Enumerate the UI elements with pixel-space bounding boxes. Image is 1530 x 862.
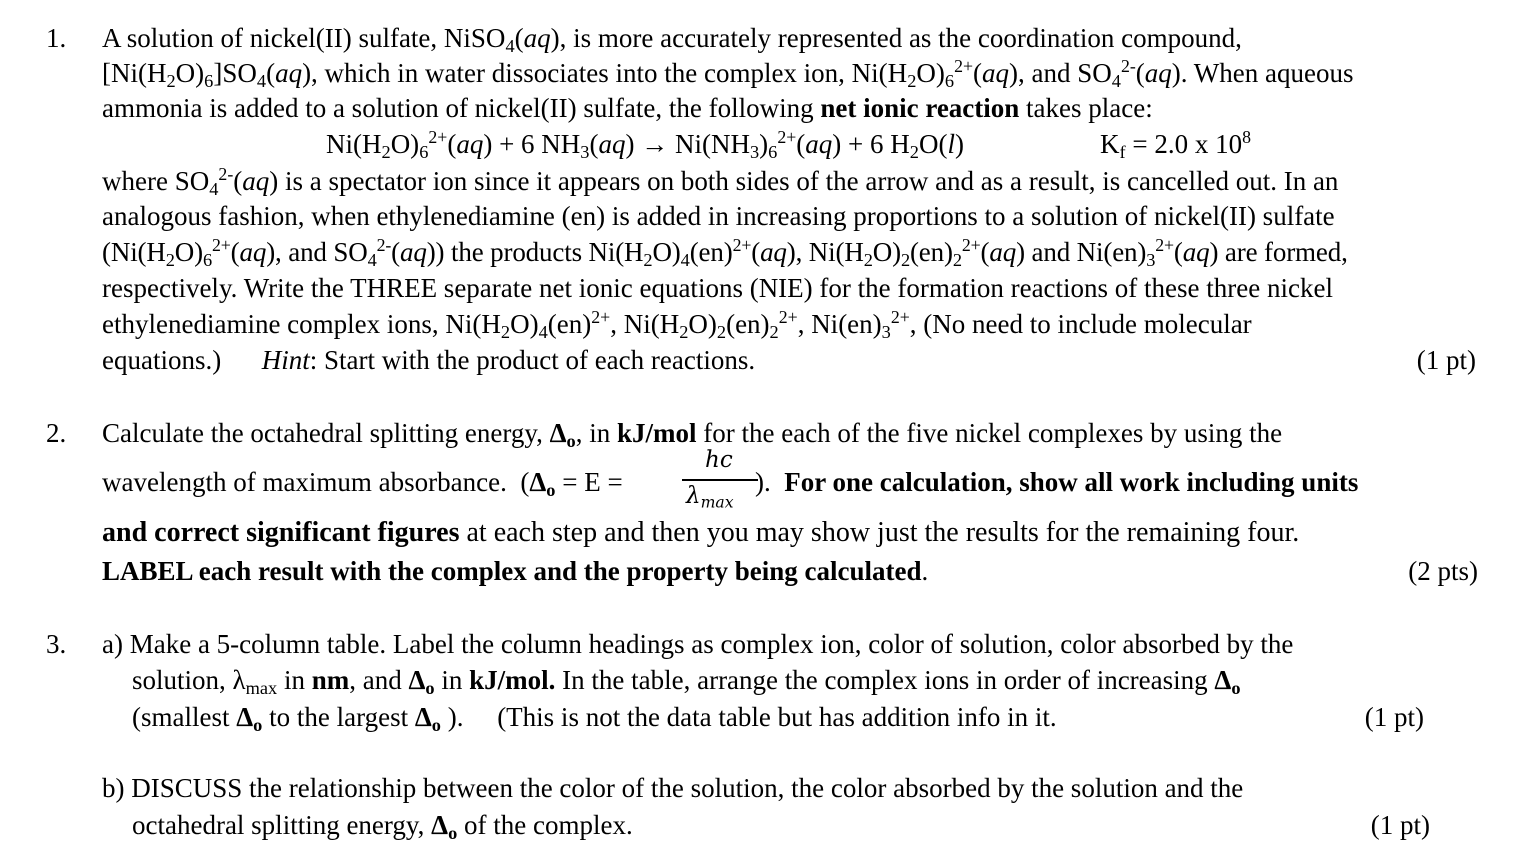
q2-points: (2 pts) <box>1408 556 1478 586</box>
q2-line-2-right: ). For one calculation, show all work including units <box>755 467 1359 497</box>
q2-line-1: Calculate the octahedral splitting energy, $\Delta_o$, in kJ/mol for the each of the five nickel complexes by using the <box>102 418 1283 452</box>
q3b-line-2: octahedral splitting energy, $\Delta_o$ of the complex. <box>132 810 633 844</box>
q1-line-7: ($Ni(H_2O)_6^{2+}(aq)$, and $SO_4^{2-}(aq)$) the products $Ni(H_2O)_4(en)^{2+}(aq)$, $Ni(H_2O)_2(en)_2^{2+}(aq)$ and $Ni(en)_3^{2+}(aq)$ are formed, <box>102 235 1348 271</box>
q1-ammonia-equation: $Ni(H_2O)_6^{2+}(aq) + 6$ $NH_3(aq) \to Ni(NH_3)_6^{2+}(aq) + 6$ $H_2O(l)$ <box>326 127 964 163</box>
question-number-2: 2. <box>46 418 67 448</box>
q1-line-1: A solution of nickel(II) sulfate, NiSO$_4$(aq), is more accurately represented as the coordination compound, <box>102 23 1242 57</box>
q3a-line-2: solution, $\lambda_{max}$ in nm, and $\Delta_o$ in kJ/mol. In the table, arrange the complex ions in order of increasing $\Delta_o$ <box>132 665 1241 699</box>
question-number-1: 1. <box>46 23 67 53</box>
q2-line-4: LABEL each result with the complex and the property being calculated. <box>102 556 929 586</box>
q1-line-9: ethylenediamine complex ions, $Ni(H_2O)_4(en)^{2+}$, $Ni(H_2O)_2(en)_2^{2+}$, $Ni(en)_3^{2+}$, (No need to include molecular <box>102 307 1252 343</box>
q1-formation-constant: $K_f = 2.0$ x $10^8$ <box>1100 127 1252 163</box>
q1-points: (1 pt) <box>1416 345 1476 375</box>
q2-line-2-left: wavelength of maximum absorbance. ($\Delta_o = E$ = <box>102 467 630 501</box>
q3a-line-1: a) Make a 5-column table. Label the column headings as complex ion, color of solution, color absorbed by the <box>102 629 1294 659</box>
fraction-numerator: hc <box>705 447 733 473</box>
q1-line-5: where $SO_4^{2-}(aq)$ is a spectator ion since it appears on both sides of the arrow and as a result, is cancelled out. In an <box>102 164 1339 200</box>
q1-line-6: analogous fashion, when ethylenediamine (en) is added in increasing proportions to a solution of nickel(II) sulfate <box>102 201 1335 231</box>
q2-line-3: and correct significant figures at each step and then you may show just the results for the remaining four. <box>102 517 1300 548</box>
q3b-points: (1 pt) <box>1370 810 1430 840</box>
q1-line-8: respectively. Write the THREE separate net ionic equations (NIE) for the formation reactions of these three nickel <box>102 273 1333 303</box>
fraction-denominator: $\lambda_{max}$ <box>686 483 734 512</box>
fraction-bar <box>682 479 758 481</box>
q1-line-2: $[Ni(H_2O)_6]SO_4(aq)$, which in water dissociates into the complex ion, $Ni(H_2O)_6^{2+}(aq)$, and $SO_4^{2-}(aq)$. When aqueous <box>102 56 1354 92</box>
q3a-points: (1 pt) <box>1364 702 1424 732</box>
question-number-3: 3. <box>46 629 67 659</box>
q1-line-10: equations.) Hint: Start with the product of each reactions. <box>102 345 756 375</box>
q3b-line-1: b) DISCUSS the relationship between the color of the solution, the color absorbed by the solution and the <box>102 773 1244 803</box>
q3a-line-3: (smallest $\Delta_o$ to the largest $\Delta_o$ ). (This is not the data table but has addition info in it. <box>132 702 1057 736</box>
q1-line-3: ammonia is added to a solution of nickel(II) sulfate, the following net ionic reaction takes place: <box>102 93 1153 123</box>
